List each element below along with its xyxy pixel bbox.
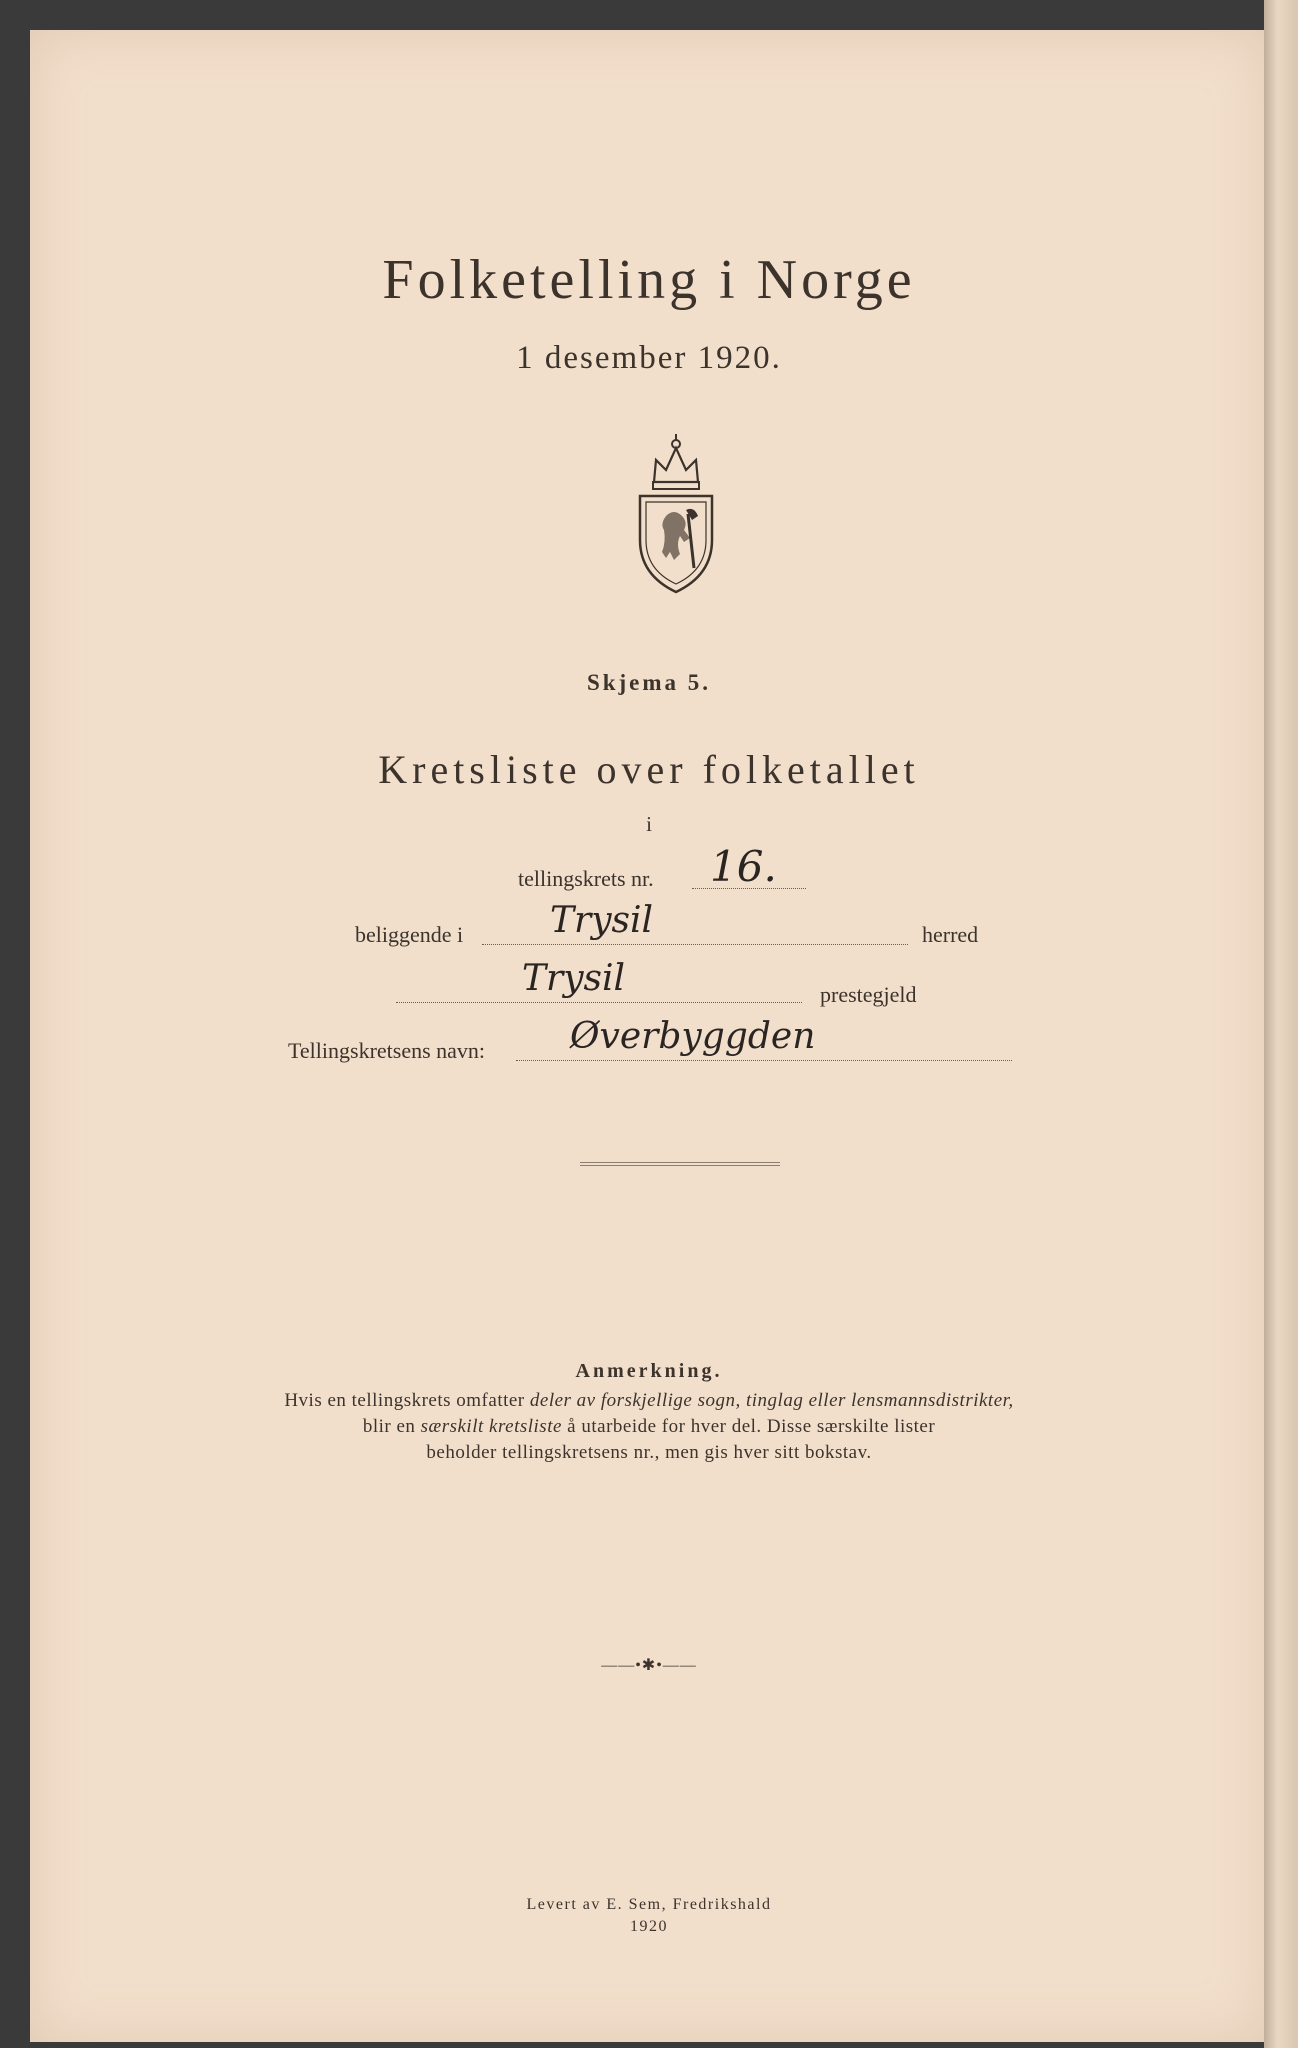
form-title: Folketelling i Norge <box>382 249 916 311</box>
section-divider <box>580 1162 780 1166</box>
navn-line <box>516 1060 1012 1061</box>
note-line-1-text: Hvis en tellingskrets omfatter <box>284 1390 530 1411</box>
schema-number: Skjema 5. <box>586 670 712 695</box>
page-edge <box>1264 0 1298 2048</box>
prestegjeld-value: Trysil <box>522 958 626 999</box>
ornament-divider: ——•✱•—— <box>601 1657 697 1674</box>
prestegjeld-line <box>396 1002 802 1003</box>
note-line-1-emphasis: deler av forskjellige sogn, tinglag eller lensmannsdistrikter, <box>529 1390 1014 1411</box>
printer-year: 1920 <box>630 1918 668 1935</box>
note-line-1 <box>30 1390 1268 1412</box>
connector-i: i <box>646 812 652 836</box>
herred-label: herred <box>922 922 979 947</box>
note-line-2 <box>30 1416 1268 1438</box>
printer-credit: Levert av E. Sem, Fredrikshald <box>526 1896 772 1913</box>
beliggende-label: beliggende i <box>355 922 464 947</box>
note-heading: Anmerkning. <box>575 1360 723 1382</box>
prestegjeld-label: prestegjeld <box>820 982 917 1007</box>
norwegian-coat-of-arms-icon <box>626 430 726 600</box>
census-form-page <box>30 30 1268 2042</box>
navn-label: Tellingskretsens navn: <box>288 1038 486 1063</box>
beliggende-line <box>482 944 908 945</box>
tellingskrets-label: tellingskrets nr. <box>518 866 654 891</box>
navn-value: Øverbyggden <box>570 1016 816 1057</box>
tellingskrets-value: 16. <box>710 842 777 891</box>
note-line-2-text-a: blir en <box>362 1416 421 1437</box>
note-line-3: beholder tellingskretsens nr., men gis hver sitt bokstav. <box>426 1442 872 1463</box>
note-line-2-text-c: å utarbeide for hver del. Disse særskilte lister <box>561 1416 936 1437</box>
census-date: 1 desember 1920. <box>516 340 782 376</box>
note-line-2-emphasis: særskilt kretsliste <box>420 1416 562 1437</box>
form-heading: Kretsliste over folketallet <box>378 747 920 792</box>
beliggende-value: Trysil <box>550 900 654 941</box>
